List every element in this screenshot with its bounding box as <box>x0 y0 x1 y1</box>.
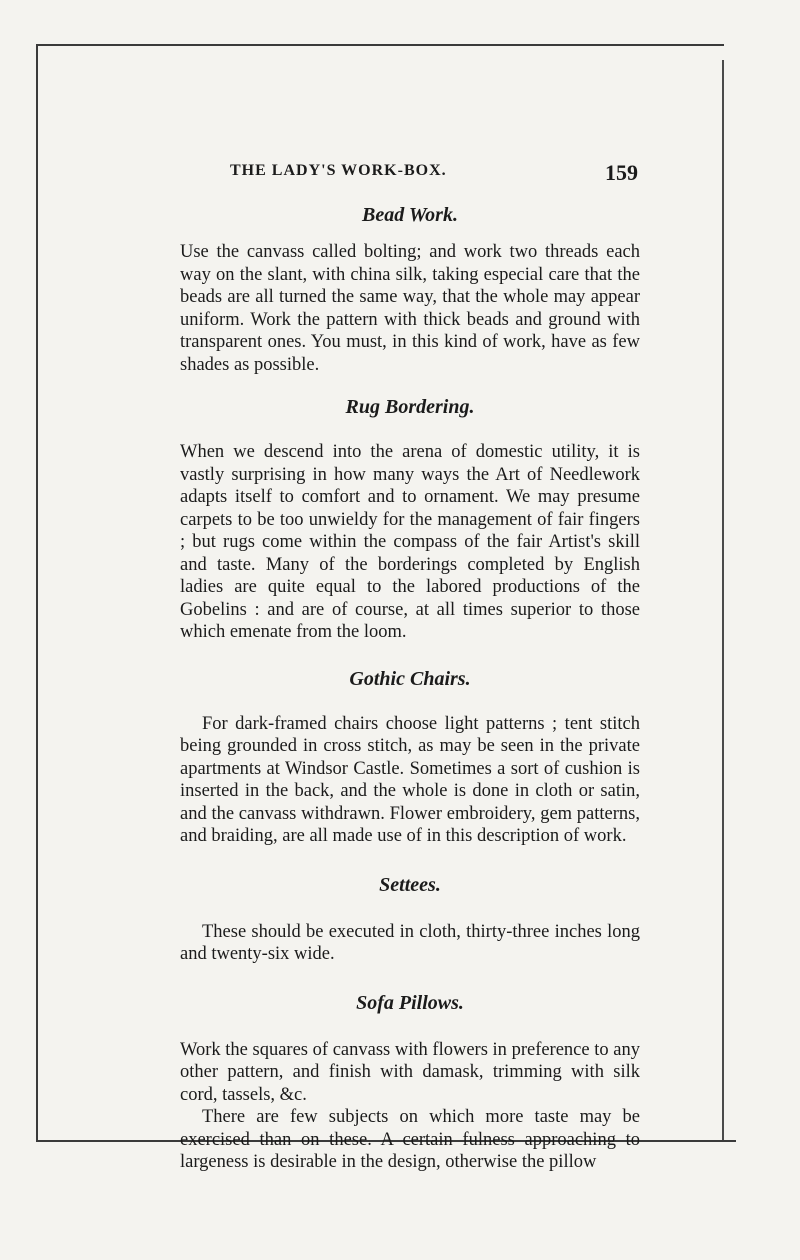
paragraph: For dark-framed chairs choose light patterns ; tent stitch being grounded in cross stitch, as may be seen in the private apartments at Windsor Castle. Sometimes a sort of cushion is inserted in the back, and the whole is done in cloth or satin, and the canvass withdrawn. Flower embroidery, gem patterns, and braiding, are all made use of in this description of work. <box>180 713 640 846</box>
section-bead-work <box>180 204 640 376</box>
paragraph: When we descend into the arena of domestic utility, it is vastly surprising in how many ways the Art of Needlework adapts itself to comfort and to ornament. We may presume carpets to be too unwieldy for the management of fair fingers ; but rugs come within the compass of the fair Artist's skill and taste. Many of the borderings completed by English ladies are quite equal to the labored productions of the Gobelins : and are of course, at all times superior to those which emenate from the loom. <box>180 442 640 642</box>
section-heading: Sofa Pillows. <box>356 991 464 1014</box>
paragraph: There are few subjects on which more taste may be exercised than on these. A certain fulness approaching to largeness is desirable in the design, otherwise the pillow <box>180 1107 640 1172</box>
page-frame-right <box>722 60 724 1140</box>
running-title: THE LADY'S WORK-BOX. <box>230 162 447 179</box>
section-settees <box>180 874 640 966</box>
paragraph: Work the squares of canvass with flowers in preference to any other pattern, and finish with damask, trimming with silk cord, tassels, &c. <box>180 1039 640 1105</box>
running-head <box>180 160 640 186</box>
section-sofa-pillows <box>180 992 640 1174</box>
section-heading: Gothic Chairs. <box>349 667 471 690</box>
book-page <box>180 160 640 1174</box>
page-frame-top <box>36 44 724 46</box>
paragraph: These should be executed in cloth, thirty-three inches long and twenty-six wide. <box>180 921 640 964</box>
paragraph: Use the canvass called bolting; and work two threads each way on the slant, with china silk, taking especial care that the beads are all turned the same way, that the whole may appear uniform. Work the pattern with thick beads and ground with transparent ones. You must, in this kind of work, have as few shades as possible. <box>180 242 640 375</box>
section-heading: Settees. <box>379 873 441 896</box>
section-gothic-chairs <box>180 668 640 848</box>
section-heading: Rug Bordering. <box>345 396 475 418</box>
page-number: 159 <box>605 160 638 185</box>
section-heading: Bead Work. <box>362 204 458 226</box>
page-frame-left <box>36 44 38 1142</box>
section-rug-bordering <box>180 396 640 644</box>
